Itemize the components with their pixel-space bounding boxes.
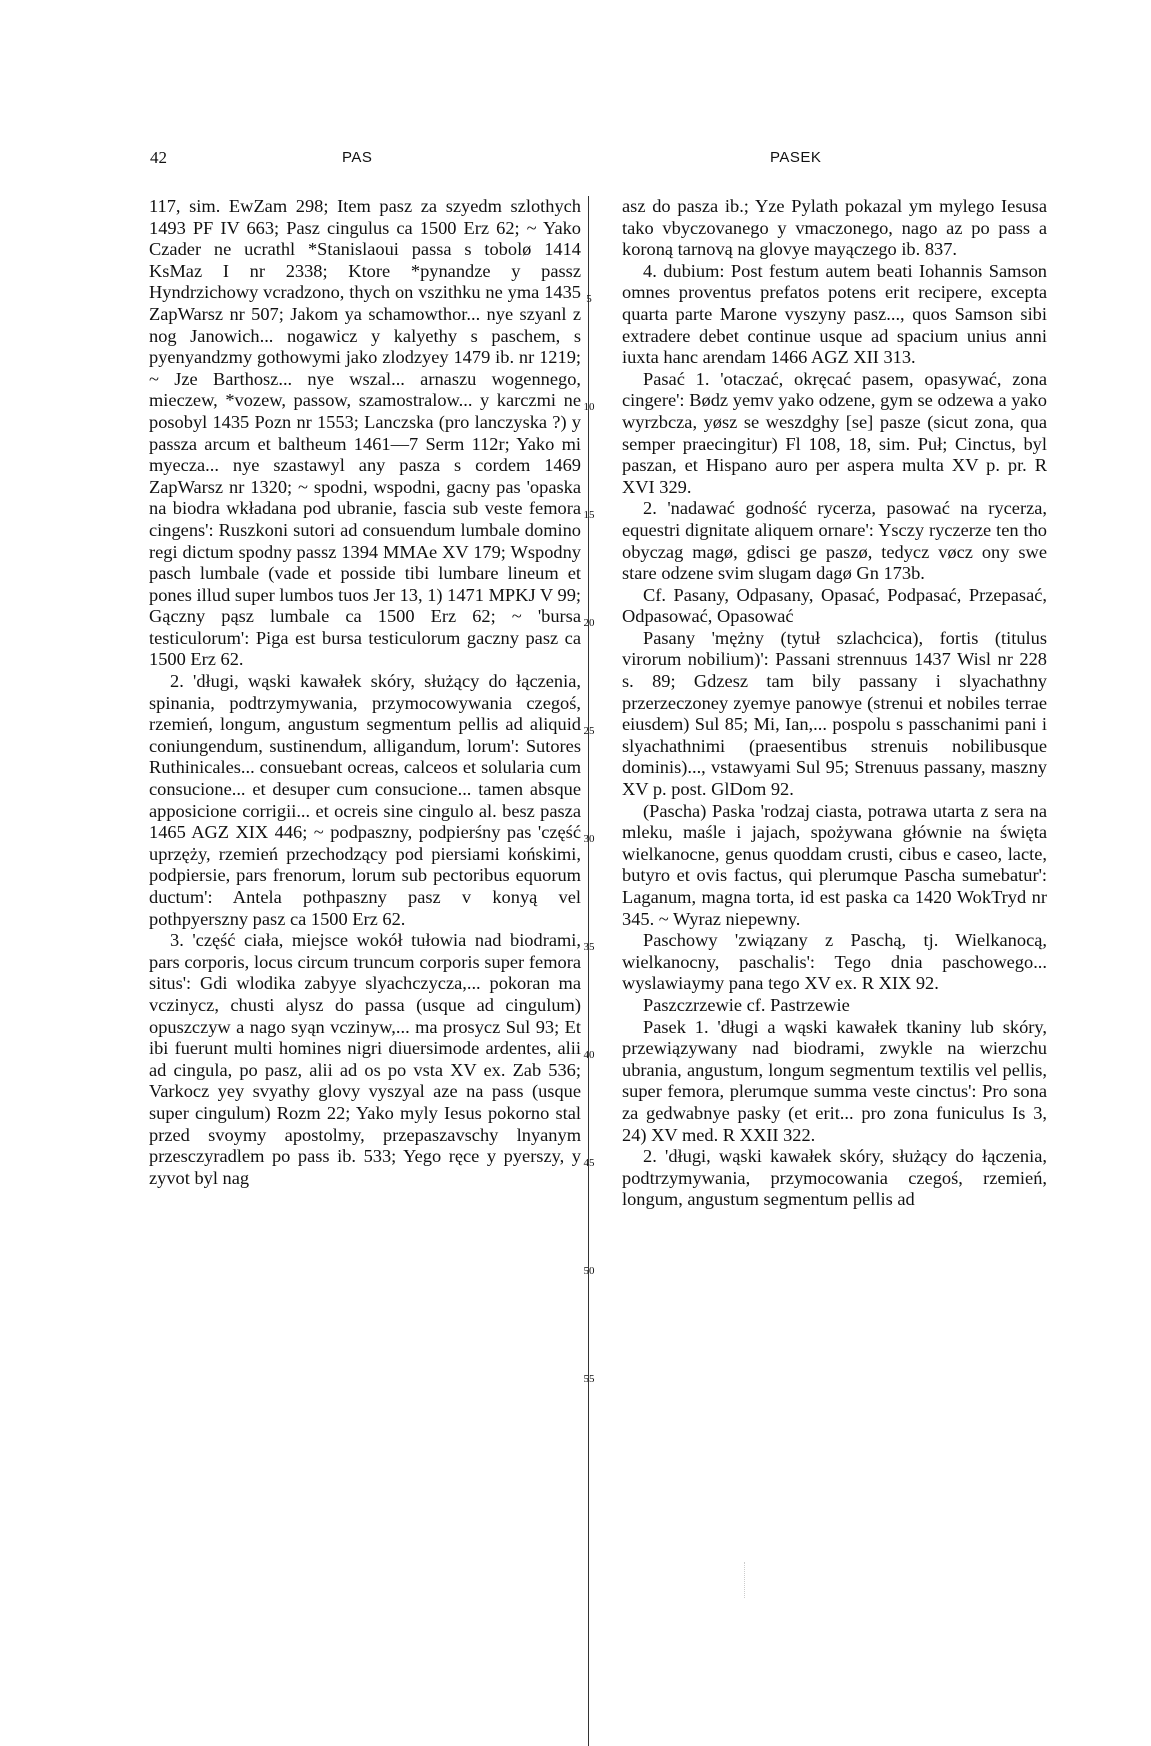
entry-pasac-sense-1: Pasać 1. 'otaczać, okręcać pasem, opasywać, zona cingere': Bødz yemv yako odzene, gym se odzewa a yako wyrzbcza, yøsz se weszdghy [se] pasze (sicut zona, qua semper praecingitur) Fl 108, 18, sim. Puł; Cinctus, byl paszan, et Hispano auro per aspera multa XV p. pr. R XVI 329. [622,368,1047,497]
entry-pasek-sense-2: 2. 'długi, wąski kawałek skóry, służący do łączenia, podtrzymywania, przymocowania czegoś, rzemień, longum, angustum segmentum pellis ad [622,1146,1047,1210]
line-number-5: 5 [586,293,592,305]
entry-pasany: Pasany 'mężny (tytuł szlachcica), fortis (titulus virorum nobilium)': Passani strennuus 1437 Wisl nr 228 s. 89; Gdzesz tam bily passany i slyachathny przerzeczoney zyemye panowye (strenui et nobiles terrae eiusdem) Sul 85; Mi, Ian,... pospolu s passchanimi pani i slyachathnimi (praesentibus strenuis nobilibusque dominis)..., vstawyami Sul 95; Strenuus passany, maszny XV p. post. GlDom 92. [622,627,1047,800]
line-number-50: 50 [583,1265,595,1277]
entry-pasek-sense-1: Pasek 1. 'długi a wąski kawałek tkaniny lub skóry, przewiązywany nad biodrami, zwykle na wierzchu ubrania, angustum, longum segmentum textilis vel pellis, super femora, plerumque summa veste cinctus': Pro sona za gedwabnye pasky (et erit... pro zona funiculus Is 3, 24) XV med. R XXII 322. [622,1016,1047,1145]
running-head-right: PASEK [770,149,822,166]
line-number-25: 25 [583,725,595,737]
entry-pasac-sense-2: 2. 'nadawać godność rycerza, pasować na rycerza, equestri dignitate aliquem ornare': Ysczy ryczerze ten tho obyczag magø, gdisci ge paszø, tedycz vøcz ony swe stare odzene svim slugam dagø Gn 173b. [622,498,1047,584]
entry-paska: (Pascha) Paska 'rodzaj ciasta, potrawa utarta z sera na mleku, maśle i jajach, spożywana głównie na święta wielkanocne, genus quoddam crusti, cibus e caseo, lacte, butyro et ovis factus, qui plerumque Pascha sumebatur': Laganum, magna torta, id est paska ca 1420 WokTryd nr 345. ~ Wyraz niepewny. [622,800,1047,929]
entry-pas-sense-3: 3. 'część ciała, miejsce wokół tułowia nad biodrami, pars corporis, locus circum truncum corporis super femora situs': Gdi wlodika zabyye slyachczycza,... pokoran ma vczinycz, chusti alysz do passa (usque ad cingulum) opuszczyw a nago syąn vczinyw,... ma prosycz Sul 93; Et ibi fuerunt multi homines nigri diuersimode ardentes, alii ad cingula, po pasz, alii ad os po vsta XV ex. Zab 536; Varkocz yey svyathy glovy vyszyal aze na pass (usque super cingulum) Rozm 22; Yako myly Iesus pokorno stal przed svoymy apostolmy, przepaszavschy lnyanym przesczyradlem po pass ib. 533; Yego ręce y pyerszy, y zyvot byl nag [149,930,581,1188]
entry-pas-sense-2: 2. 'długi, wąski kawałek skóry, służący do łączenia, spinania, podtrzymywania, przymocowywania czegoś, rzemień, longum, angustum segmentum pellis ad aliquid coniungendum, sustinendum, alligandum, lorum': Sutores Ruthinicales... consuebant ocreas, calceos et solularia cum consucione... et desuper cum consucione... tamen absque apposicione corrigii... et ocreis sine cingulo al. besz pasza 1465 AGZ XIX 446; ~ podpaszny, podpierśny pas 'część uprzęży, rzemień przechodzący pod piersiami końskimi, podpiersie, pars frenorum, lorum sub pectoribus equorum ductum': Antela pothpaszny pasz v konyą vel pothpyerszny pasz ca 1500 Erz 62. [149,671,581,929]
line-number-40: 40 [583,1049,595,1061]
running-head-left: PAS [342,149,373,166]
left-column [149,196,581,1189]
line-number-15: 15 [583,509,595,521]
entry-paszczrzewie: Paszczrzewie cf. Pastrzewie [643,994,850,1015]
line-number-45: 45 [583,1157,595,1169]
page-number: 42 [150,148,167,167]
right-column [622,196,1047,1211]
entry-paschowy: Paschowy 'związany z Paschą, tj. Wielkanocą, wielkanocny, paschalis': Tego dnia paschowego... wyslawiaymy pana tego XV ex. R XIX 92. [622,930,1047,994]
column-divider [588,196,589,1746]
line-number-35: 35 [583,941,595,953]
line-number-30: 30 [583,833,595,845]
entry-pas-sense-3-continuation: asz do pasza ib.; Yze Pylath pokazal ym mylego Iesusa tako vbyczovanego y vmaczonego, nago az po pass a koroną tarnovą na glovye mayączego ib. 837. [622,196,1047,260]
entry-pasac-crossref: Cf. Pasany, Odpasany, Opasać, Podpasać, Przepasać, Odpasować, Opasować [622,584,1047,627]
line-number-10: 10 [583,401,595,413]
entry-pas-continuation: 117, sim. EwZam 298; Item pasz za szyedm szlothych 1493 PF IV 663; Pasz cingulus ca 1500 Erz 62; ~ Yako Czader ne ucrathl *Stanislaoui passa s tobolø 1414 KsMaz I nr 2338; Ktore *pynandze y passz Hyndrzichowy vcradzono, thych on vszithku ne yma 1435 ZapWarsz nr 507; Jakom ya schamowthor... nye szyanl z nog Janowich... nogawicz y kalyethy s paschem, s pyenyandzmy gothowymi jako zlodzyey 1479 ib. nr 1219; ~ Jze Barthosz... nye wszal... arnaszu wogennego, mieczew, *vozew, passow, szamostralow... y karczmi ne posobyl 1435 Pozn nr 1553; Lanczska (pro lanczyska ?) y passza arcum et baltheum 1461—7 Serm 112r; Yako mi myecza... nye szastawyl any pasza s cordem 1469 ZapWarsz nr 1320; ~ spodni, wspodni, gacny pas 'opaska na biodra wkładana pod ubranie, fascia sub veste femora cingens': Ruszkoni sutori ad consuendum lumbale domino regi dictum spodny passz 1394 MMAe XV 179; Wspodny pasch lumbale (vade et posside tibi lumbare lineum et pones illud super lumbos tuos Jer 13, 1) 1471 MPKJ V 99; Gączny pąsz lumbale ca 1500 Erz 62; ~ 'bursa testiculorum': Piga est bursa testiculorum gaczny pasz ca 1500 Erz 62. [149,196,581,670]
scan-mark [744,1562,746,1598]
line-number-20: 20 [583,617,595,629]
line-number-55: 55 [583,1373,595,1385]
entry-pas-sense-4: 4. dubium: Post festum autem beati Iohannis Samson omnes proventus prefatos potens erit recipere, excepta quarta parte Marone vyszyny pasz..., quos Samson sibi extradere debet continue usque ad spacium unius anni iuxta hanc arendam 1466 AGZ XII 313. [622,260,1047,368]
